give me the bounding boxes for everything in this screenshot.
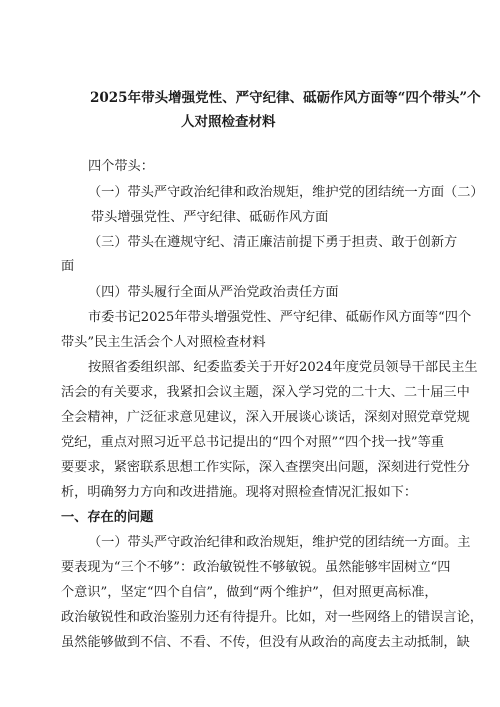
paragraph-line: 个意识”，坚定“四个自信”，做到“两个维护”，但对照更高标准，: [61, 585, 438, 600]
paragraph-line: 面: [61, 259, 75, 274]
paragraph-line: 按照省委组织部、纪委监委关于开好2024年度党员领导干部民主生: [88, 360, 478, 375]
paragraph-line: 虽然能够做到不信、不看、不传，但没有从政治的高度去主动抵制，缺: [61, 635, 470, 650]
subtitle-line: 带头”民主生活会个人对照检查材料: [61, 335, 266, 350]
paragraph-line: 党纪，重点对照习近平总书记提出的“四个对照”“四个找一找”等重: [61, 435, 445, 450]
document-title-line-2: 人对照检查材料: [181, 114, 276, 130]
document-title-line-1: 2025年带头增强党性、严守纪律、砥砺作风方面等“四个带头”个: [90, 90, 481, 106]
subtitle-line: 市委书记2025年带头增强党性、严守纪律、砥砺作风方面等“四个: [88, 310, 472, 325]
section-heading-four-leads: 四个带头：: [88, 159, 154, 174]
section-heading-problems: 一、存在的问题: [61, 510, 154, 525]
paragraph-line: （一）带头严守政治纪律和政治规矩，维护党的团结统一方面。主: [88, 535, 471, 550]
paragraph-line: （一）带头严守政治纪律和政治规矩，维护党的团结统一方面（二）: [88, 185, 484, 200]
paragraph-line: 析，明确努力方向和改进措施。现将对照检查情况汇报如下：: [61, 485, 418, 500]
paragraph-line: 政治敏锐性和政治鉴别力还有待提升。比如，对一些网络上的错误言论，: [61, 610, 483, 625]
paragraph-line: 活会的有关要求，我紧扣会议主题，深入学习党的二十大、二十届三中: [61, 385, 470, 400]
paragraph-line: 要表现为“三个不够”：政治敏锐性不够敏锐。虽然能够牢固树立“四: [61, 560, 451, 575]
paragraph-line: （四）带头履行全面从严治党政治责任方面: [88, 285, 339, 300]
paragraph-line: 带头增强党性、严守纪律、砥砺作风方面: [91, 210, 329, 225]
paragraph-line: 全会精神，广泛征求意见建议，深入开展谈心谈话，深刻对照党章党规: [61, 410, 470, 425]
paragraph-line: 要要求，紧密联系思想工作实际，深入查摆突出问题，深刻进行党性分: [61, 460, 470, 475]
paragraph-line: （三）带头在遵规守纪、清正廉洁前提下勇于担责、敢于创新方: [88, 235, 458, 250]
